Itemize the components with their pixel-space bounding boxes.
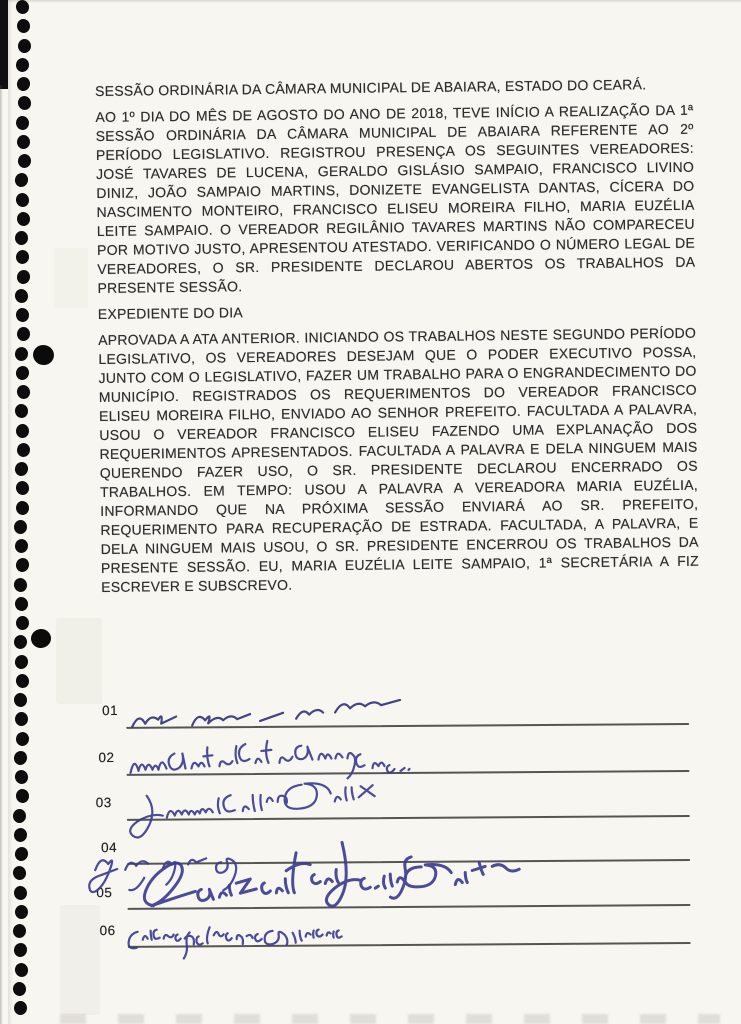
binding-hole xyxy=(14,557,31,574)
binding-hole xyxy=(13,460,30,477)
scan-top-edge xyxy=(0,0,741,3)
scan-smudge xyxy=(56,618,102,704)
scan-left-edge xyxy=(0,85,3,1024)
binding-hole xyxy=(14,480,30,497)
binding-hole xyxy=(15,268,32,285)
signature-handwriting-03 xyxy=(130,783,375,838)
signature-list xyxy=(84,688,716,992)
signature-handwriting-06 xyxy=(129,926,342,958)
binding-hole xyxy=(16,442,31,458)
signature-number: 02 xyxy=(98,749,115,766)
signature-handwriting-group xyxy=(84,688,716,992)
binding-hole xyxy=(15,712,28,726)
binding-hole xyxy=(14,596,29,611)
signature-handwriting-02 xyxy=(130,740,409,780)
ink-blot xyxy=(30,628,52,650)
binding-hole xyxy=(14,538,29,554)
binding-hole xyxy=(13,653,30,670)
binding-hole xyxy=(14,520,27,534)
binding-hole xyxy=(12,981,27,996)
signature-number: 04 xyxy=(100,839,118,856)
binding-hole xyxy=(14,287,30,304)
binding-hole xyxy=(15,191,31,208)
binding-hole xyxy=(13,692,28,707)
binding-hole xyxy=(16,95,32,112)
scan-smudge xyxy=(54,248,88,308)
binding-hole xyxy=(14,672,30,689)
binding-hole xyxy=(13,827,28,843)
binding-hole xyxy=(15,384,31,401)
binding-hole xyxy=(14,346,29,362)
signature-number: 05 xyxy=(96,885,113,901)
binding-hole xyxy=(15,307,30,322)
binding-hole xyxy=(12,749,29,766)
binding-hole xyxy=(14,172,31,189)
section-heading: EXPEDIENTE DO DIA xyxy=(97,304,243,322)
binding-hole xyxy=(13,769,29,786)
binding-hole xyxy=(15,731,30,747)
scan-bottom-speckle xyxy=(60,1014,720,1024)
binding-hole xyxy=(16,423,29,437)
signature-handwriting-04 xyxy=(89,858,236,892)
binding-hole xyxy=(17,211,32,226)
binding-hole xyxy=(15,75,32,92)
binding-hole xyxy=(17,327,30,341)
opening-paragraph: AO 1º DIA DO MÊS DE AGOSTO DO ANO DE 2018, TEVE INÍCIO A REALIZAÇÃO DA 1ª SESSÃO ORDINÁRIA DA CÂMARA MUNICIPAL DE ABAIARA REFERENTE AO 2º PERÍODO LEGISLATIVO. REGISTROU PRESENÇA OS SEGUINTES VEREADORES: JOSÉ TAVARES DE LUCENA, GERALDO GISLÁSIO SAMPAIO, FRANCISCO LIVINO DINIZ, JOÃO SAMPAIO MARTINS, DONIZETE EVANGELISTA DANTAS, CÍCERA DO NASCIMENTO MONTEIRO, FRANCISCO ELISEU MOREIRA FILHO, MARIA EUZÉLIA LEITE SAMPAIO. O VEREADOR REGILÂNIO TAVARES MARTINS NÃO COMPARECEU POR MOTIVO JUSTO, APRESENTOU ATESTADO. VERIFICANDO O NÚMERO LEGAL DE VEREADORES, O SR. PRESIDENTE DECLAROU ABERTOS OS TRABALHOS DA PRESENTE SESSÃO. xyxy=(95,101,696,296)
binding-hole xyxy=(14,845,31,862)
binding-hole xyxy=(16,500,31,515)
binding-hole xyxy=(13,634,28,650)
binding-hole xyxy=(15,789,30,804)
binding-hole xyxy=(13,808,26,822)
binding-hole xyxy=(16,616,29,630)
binding-hole xyxy=(14,1001,27,1015)
signature-handwriting-01 xyxy=(132,700,400,727)
binding-hole xyxy=(15,905,28,919)
minutes-text-block xyxy=(95,75,699,604)
binding-hole xyxy=(15,115,30,130)
signature-number: 06 xyxy=(99,922,116,939)
signature-handwriting-05 xyxy=(144,841,519,907)
signature-number: 01 xyxy=(102,702,119,719)
ink-blot xyxy=(31,343,56,367)
binding-hole xyxy=(15,249,30,265)
binding-hole xyxy=(13,885,28,900)
binding-hole xyxy=(12,942,29,959)
body-paragraph: APROVADA A ATA ANTERIOR. INICIANDO OS TRABALHOS NESTE SEGUNDO PERÍODO LEGISLATIVO, OS VEREADORES DESEJAM QUE O PODER EXECUTIVO POSSA, JUNTO COM O LEGISLATIVO, FAZER UM TRABALHO PARA O ENGRANDECIMENTO DO MUNICÍPIO. REGISTRADOS OS REQUERIMENTOS DO VEREADOR FRANCISCO ELISEU MOREIRA FILHO, ENVIADO AO SENHOR PREFEITO. FACULTADA A PALAVRA, USOU O VEREADOR FRANCISCO ELISEU FAZENDO UMA EXPLANAÇÃO DOS REQUERIMENTOS APRESENTADOS. FACULTADA A PALAVRA E DELA NINGUEM MAIS QUERENDO FAZER USO, O SR. PRESIDENTE DECLAROU ENCERRADO OS TRABALHOS. EM TEMPO: USOU A PALAVRA A VEREADORA MARIA EUZÉLIA, INFORMANDO QUE NA PRÓXIMA SESSÃO ENVIARÁ AO SR. PREFEITO, REQUERIMENTO PARA RECUPERAÇÃO DE ESTRADA. FACULTADA, A PALAVRA, E DELA NINGUEM MAIS USOU, O SR. PRESIDENTE ENCERROU OS TRABALHOS DA PRESENTE SESSÃO. EU, MARIA EUZÉLIA LEITE SAMPAIO, 1ª SECRETÁRIA A FIZ ESCREVER E SUBSCREVO. xyxy=(98,324,699,595)
session-title-paragraph: SESSÃO ORDINÁRIA DA CÂMARA MUNICIPAL DE ABAIARA, ESTADO DO CEARÁ. xyxy=(95,76,647,99)
binding-hole xyxy=(18,38,31,52)
binding-hole xyxy=(13,961,29,978)
binding-hole xyxy=(15,57,30,73)
binding-hole xyxy=(14,364,31,381)
binding-hole xyxy=(16,19,31,34)
binding-hole xyxy=(14,404,29,419)
binding-hole xyxy=(12,865,28,882)
binding-hole xyxy=(13,576,29,593)
binding-hole xyxy=(12,923,27,939)
binding-hole xyxy=(16,135,29,149)
binding-hole xyxy=(17,153,32,169)
binding-hole xyxy=(15,231,28,245)
signature-number: 03 xyxy=(95,795,112,811)
scan-black-edge xyxy=(0,0,8,89)
